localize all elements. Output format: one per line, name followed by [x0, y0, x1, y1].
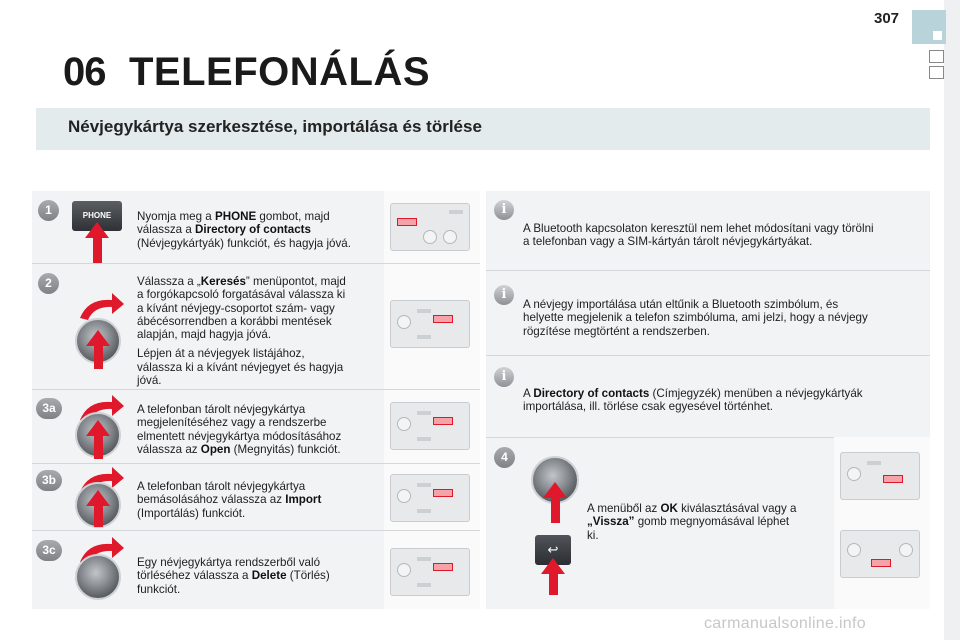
press-arrow-stem — [94, 345, 103, 369]
step-3a-text — [137, 403, 381, 456]
press-arrow-icon — [85, 222, 109, 238]
text-run: A névjegy importálása után eltűnik a Bluetooth szimbólum, és — [523, 298, 839, 311]
radio-knob — [847, 467, 861, 481]
row-divider — [32, 530, 480, 531]
press-arrow-icon — [86, 420, 110, 436]
radio-unit-thumbnail — [390, 402, 470, 450]
row-divider — [486, 270, 930, 271]
row-divider — [32, 263, 480, 264]
step-badge: 3a — [36, 398, 62, 419]
bold-term: Directory of contacts — [533, 387, 650, 400]
text-run: helyette megjelenik a telefon szimbóluma, ami jelzi, hogy a névjegy — [523, 311, 868, 325]
radio-button — [867, 461, 881, 465]
text-run: A — [523, 387, 534, 400]
text-run: jóvá. — [137, 374, 162, 388]
press-arrow-stem — [94, 505, 103, 527]
radio-button — [417, 483, 431, 487]
text-run: ábécésorrendben a korábbi mentések — [137, 314, 332, 328]
radio-unit-thumbnail — [840, 452, 920, 500]
phone-button-icon: PHONE — [72, 201, 122, 231]
radio-button — [417, 411, 431, 415]
bold-term: Open — [200, 442, 231, 456]
text-line — [137, 493, 381, 506]
info-icon: i — [494, 285, 514, 305]
radio-unit-thumbnail — [390, 300, 470, 348]
radio-knob — [397, 489, 411, 503]
text-line — [137, 223, 381, 236]
info-icon: i — [494, 200, 514, 220]
text-run: (Törlés) — [286, 569, 330, 583]
radio-button — [449, 210, 463, 214]
press-arrow-icon — [541, 558, 565, 574]
text-run: (Névjegykártyák) funkciót, és hagyja jóvá. — [137, 236, 351, 250]
radio-button — [417, 583, 431, 587]
text-run: kiválasztásával vagy a — [677, 502, 797, 515]
step-badge: 2 — [38, 273, 59, 294]
radio-knob — [847, 543, 861, 557]
press-arrow-stem — [94, 435, 103, 459]
text-line — [587, 529, 827, 542]
bold-term: OK — [660, 502, 678, 515]
radio-knob — [397, 315, 411, 329]
text-line — [587, 502, 827, 515]
info-icon: i — [494, 367, 514, 387]
step-4-text — [587, 502, 827, 542]
text-run: a telefonban vagy a SIM-kártyán tárolt névjegykártyákat. — [523, 235, 813, 249]
text-run: funkciót. — [137, 582, 181, 596]
bold-term: PHONE — [214, 210, 257, 223]
watermark: carmanualsonline.info — [704, 615, 866, 632]
radio-knob — [397, 563, 411, 577]
text-line — [523, 222, 925, 235]
text-line — [137, 361, 381, 374]
radio-knob — [397, 417, 411, 431]
text-run: Nyomja meg a — [137, 210, 215, 223]
press-arrow-icon — [86, 490, 110, 506]
radio-button — [417, 335, 431, 339]
text-line — [137, 480, 381, 493]
text-line — [137, 302, 381, 315]
highlighted-knob — [433, 489, 453, 497]
press-arrow-stem — [549, 573, 558, 595]
text-line — [523, 311, 925, 324]
bold-term: „Vissza” — [587, 515, 635, 529]
text-line — [523, 400, 925, 413]
radio-knob — [899, 543, 913, 557]
step-badge: 3b — [36, 470, 62, 491]
text-line — [523, 298, 925, 311]
text-line — [137, 430, 381, 443]
text-run: ki. — [587, 528, 599, 542]
text-line — [137, 443, 381, 456]
text-run: Lépjen át a névjegyek listájához, — [137, 347, 305, 361]
text-run: A Bluetooth kapcsolaton keresztül nem lehet módosítani vagy törölni — [523, 222, 874, 235]
text-run: gombot, majd — [256, 210, 330, 223]
rotary-knob-icon — [75, 554, 121, 600]
text-line — [137, 328, 381, 341]
text-run: alapján, majd hagyja jóvá. — [137, 328, 272, 342]
text-run: bemásolásához válassza az — [137, 493, 286, 507]
text-run: (Megnyitás) funkciót. — [230, 442, 341, 456]
chapter-tab-marker — [933, 31, 942, 40]
text-line — [137, 569, 381, 582]
text-line — [137, 416, 381, 429]
radio-unit-thumbnail — [390, 203, 470, 251]
text-line — [137, 275, 381, 288]
text-line — [137, 583, 381, 596]
press-arrow-stem — [551, 497, 560, 523]
text-run: válassza az — [137, 442, 201, 456]
text-line — [137, 374, 381, 387]
text-line — [587, 515, 827, 528]
text-run: (Importálás) funkciót. — [137, 506, 246, 520]
note-import — [523, 298, 925, 338]
bold-term: Delete — [251, 569, 287, 583]
side-index-box — [929, 50, 944, 63]
highlighted-knob — [433, 417, 453, 425]
text-run: A telefonban tárolt névjegykártya — [137, 403, 306, 416]
highlighted-button — [397, 218, 417, 226]
text-run: A telefonban tárolt névjegykártya — [137, 480, 306, 493]
radio-unit-thumbnail — [840, 530, 920, 578]
radio-button — [417, 509, 431, 513]
text-run: válassza a — [137, 223, 195, 237]
highlighted-knob — [433, 563, 453, 571]
row-divider — [32, 389, 480, 390]
back-button-icon: ↩ — [535, 535, 571, 565]
radio-button — [417, 309, 431, 313]
section-subtitle: Névjegykártya szerkesztése, importálása és törlése — [68, 117, 482, 136]
text-run: A menüből az — [587, 502, 661, 515]
radio-unit-thumbnail — [390, 548, 470, 596]
bold-term: Keresés — [200, 275, 246, 288]
step-1-text — [137, 210, 381, 250]
text-line — [523, 325, 925, 338]
text-line — [523, 235, 925, 248]
text-line — [137, 556, 381, 569]
text-line — [137, 347, 381, 360]
text-run: a kívánt névjegy-csoportot szám- vagy — [137, 301, 335, 315]
text-run: importálása, ill. törlése csak egyesével történhet. — [523, 400, 774, 414]
highlighted-knob — [433, 315, 453, 323]
text-run: válassza ki a kívánt névjegyet és hagyja — [137, 360, 344, 374]
text-line — [137, 237, 381, 250]
text-line — [137, 288, 381, 301]
radio-button — [417, 557, 431, 561]
text-run: rögzítése megtörtént a rendszerben. — [523, 324, 710, 338]
text-run: megjelenítéséhez vagy a rendszerbe — [137, 416, 327, 430]
bold-term: Directory of contacts — [195, 223, 311, 237]
text-run: (Címjegyzék) menüben a névjegykártyák — [649, 387, 863, 400]
step-2-text — [137, 275, 381, 387]
thumbnail-column — [384, 191, 480, 609]
text-line — [137, 210, 381, 223]
text-run: törléséhez válassza a — [137, 569, 252, 583]
text-run: gomb megnyomásával léphet — [634, 515, 790, 529]
side-index-box — [929, 66, 944, 79]
text-line — [137, 315, 381, 328]
radio-knob — [423, 230, 437, 244]
step-badge: 1 — [38, 200, 59, 221]
press-arrow-stem — [93, 237, 102, 263]
text-run: Válassza a „ — [137, 275, 201, 288]
highlighted-button — [871, 559, 891, 567]
radio-knob — [443, 230, 457, 244]
chapter-number: 06 — [63, 50, 106, 94]
text-line — [137, 403, 381, 416]
text-line — [523, 387, 925, 400]
press-arrow-icon — [543, 482, 567, 498]
radio-button — [417, 437, 431, 441]
radio-unit-thumbnail — [390, 474, 470, 522]
page-number: 307 — [874, 10, 900, 27]
row-divider — [32, 463, 480, 464]
chapter-title: TELEFONÁLÁS — [129, 50, 431, 94]
step-3c-text — [137, 556, 381, 596]
step-badge: 4 — [494, 447, 515, 468]
text-run: a forgókapcsoló forgatásával válassza ki — [137, 288, 346, 302]
chapter-tab — [912, 10, 946, 44]
text-line — [137, 507, 381, 520]
note-directory — [523, 387, 925, 414]
highlighted-knob — [883, 475, 903, 483]
page-edge-strip — [944, 0, 960, 640]
text-run: ” menüpontot, majd — [245, 275, 346, 288]
note-bluetooth — [523, 222, 925, 249]
text-run: Egy névjegykártya rendszerből való — [137, 556, 321, 569]
step-3b-text — [137, 480, 381, 520]
step-badge: 3c — [36, 540, 62, 561]
press-arrow-icon — [86, 330, 110, 346]
text-run: elmentett névjegykártya módosításához — [137, 429, 342, 443]
row-divider — [486, 355, 930, 356]
bold-term: Import — [285, 493, 322, 507]
